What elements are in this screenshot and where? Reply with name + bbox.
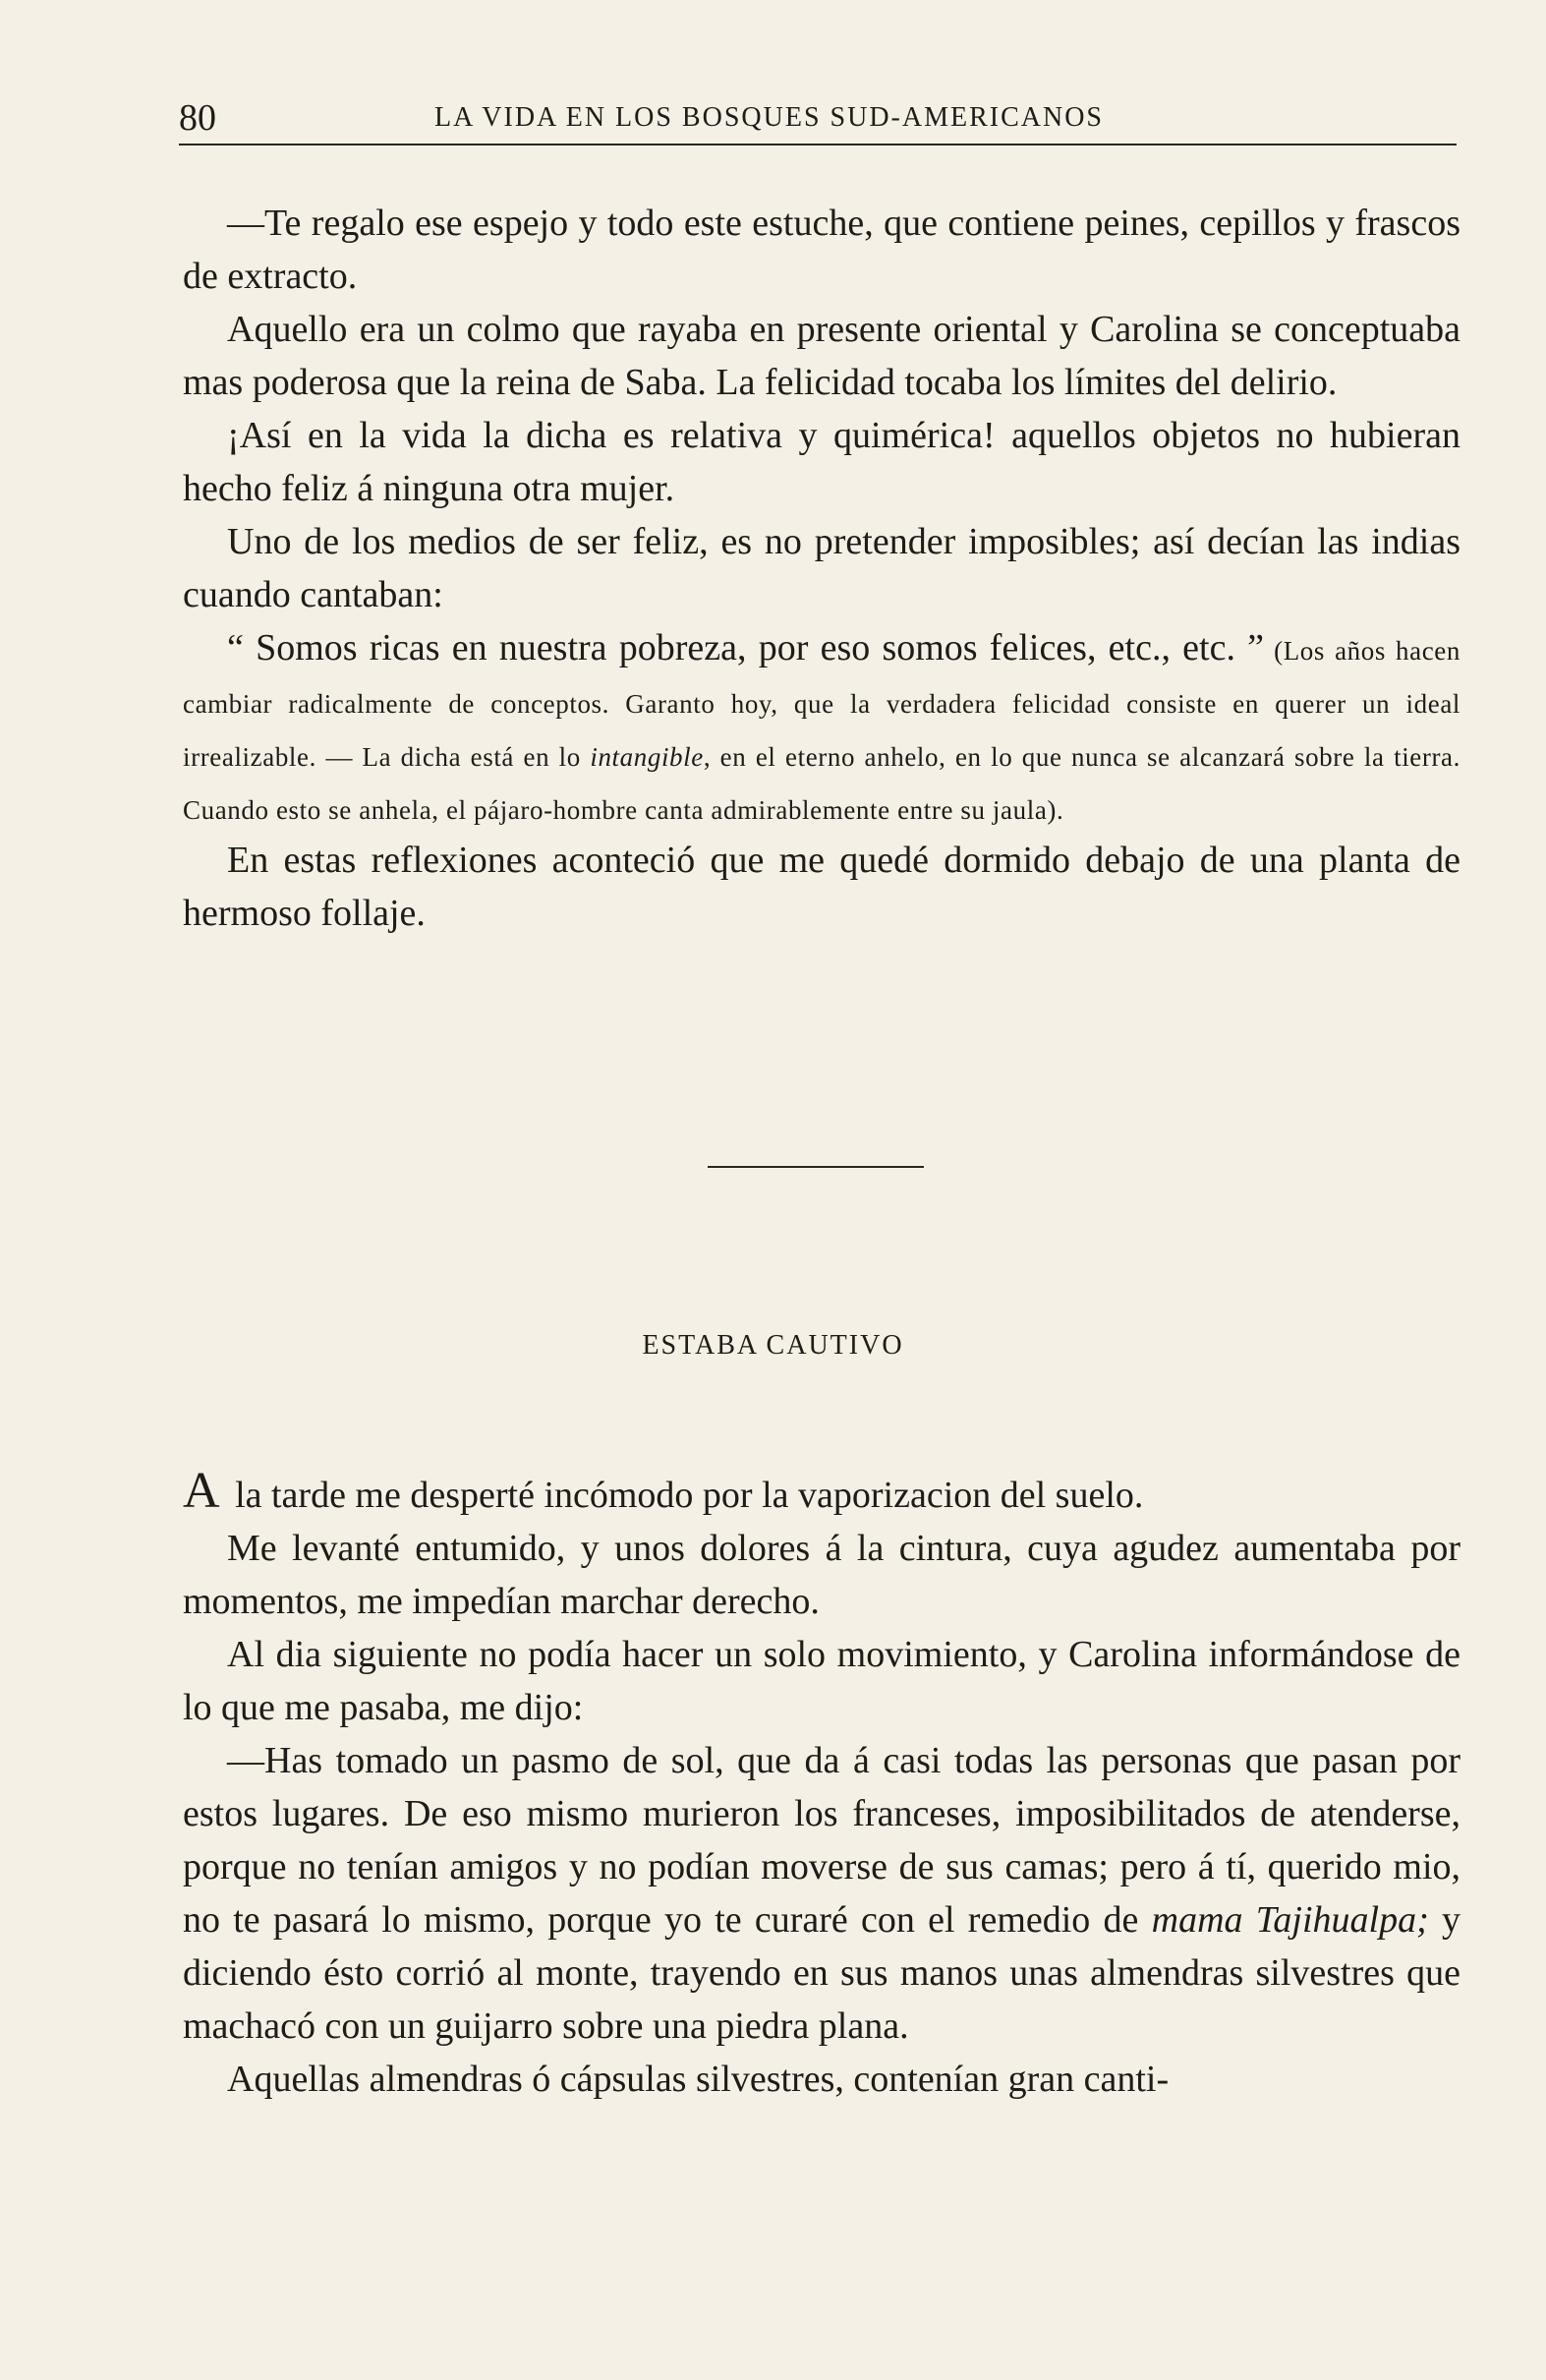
running-title: LA VIDA EN LOS BOSQUES SUD-AMERICANOS [434, 102, 1104, 133]
note-text-b: , en el eterno anhelo, en lo que nunca se alcanzará sobre la tierra. Cuando esto se anhela, el pájaro-hombre canta admirablemente entre su jaula). [183, 742, 1460, 825]
paragraph: Aquellas almendras ó cápsulas silvestres, contenían gran canti- [227, 2059, 1170, 2100]
paragraph: Uno de los medios de ser feliz, es no pretender imposibles; así decían las indias cuando cantaban: [183, 521, 1460, 615]
opening-paragraph [183, 1463, 1460, 1522]
paragraph-text-b: y diciendo ésto corrió al monte, trayendo en sus manos unas almendras silvestres que machacó con un guijarro sobre una piedra plana. [183, 1899, 1461, 2047]
paragraph: —Te regalo ese espejo y todo este estuche, que contiene peines, cepillos y frascos de extracto. [183, 203, 1460, 297]
italic-remedy-name: mama Tajihualpa; [1151, 1899, 1429, 1941]
section-title: ESTABA CAUTIVO [642, 1330, 904, 1361]
song-quote: “ Somos ricas en nuestra pobreza, por eso somos felices, etc., etc. ” [227, 627, 1265, 668]
paragraph: En estas reflexiones aconteció que me quedé dormido debajo de una planta de hermoso follaje. [183, 840, 1460, 934]
paragraph: Al dia siguiente no podía hacer un solo movimiento, y Carolina informándose de lo que me pasaba, me dijo: [183, 1634, 1460, 1728]
page-number: 80 [179, 97, 216, 139]
paragraph-with-note [183, 621, 1460, 834]
drop-cap: A [183, 1463, 220, 1519]
paragraph: Aquello era un colmo que rayaba en presente oriental y Carolina se conceptuaba mas poderosa que la reina de Saba. La felicidad tocaba los límites del delirio. [183, 309, 1460, 403]
paragraph: Me levanté entumido, y unos dolores á la cintura, cuya agudez aumentaba por momentos, me impedían marchar derecho. [183, 1528, 1460, 1622]
paragraph-with-italic [183, 1734, 1460, 2053]
section-divider [708, 1166, 924, 1168]
paragraph-text-a: —Has tomado un pasmo de sol, que da á casi todas las personas que pasan por estos lugares. De eso mismo murieron los franceses, imposibilitados de atenderse, porque no tenían amigos y no podían moverse de sus camas; pero á tí, querido mio, no te pasará lo mismo, porque yo te curaré con el remedio de [183, 1740, 1460, 1941]
note-text-a: (Los años hacen cambiar radicalmente de conceptos. Garanto hoy, que la verdadera felicidad consiste en querer un ideal irrealizable. — La dicha está en lo [183, 636, 1460, 772]
paragraph: ¡Así en la vida la dicha es relativa y quimérica! aquellos objetos no hubieran hecho feliz á ninguna otra mujer. [183, 415, 1460, 509]
text-block-after-section [183, 1463, 1461, 2106]
opening-text: la tarde me desperté incómodo por la vaporizacion del suelo. [225, 1475, 1144, 1516]
text-block-before-section [183, 197, 1460, 940]
page-header [179, 94, 1457, 145]
note-italic-word: intangible [590, 742, 704, 772]
